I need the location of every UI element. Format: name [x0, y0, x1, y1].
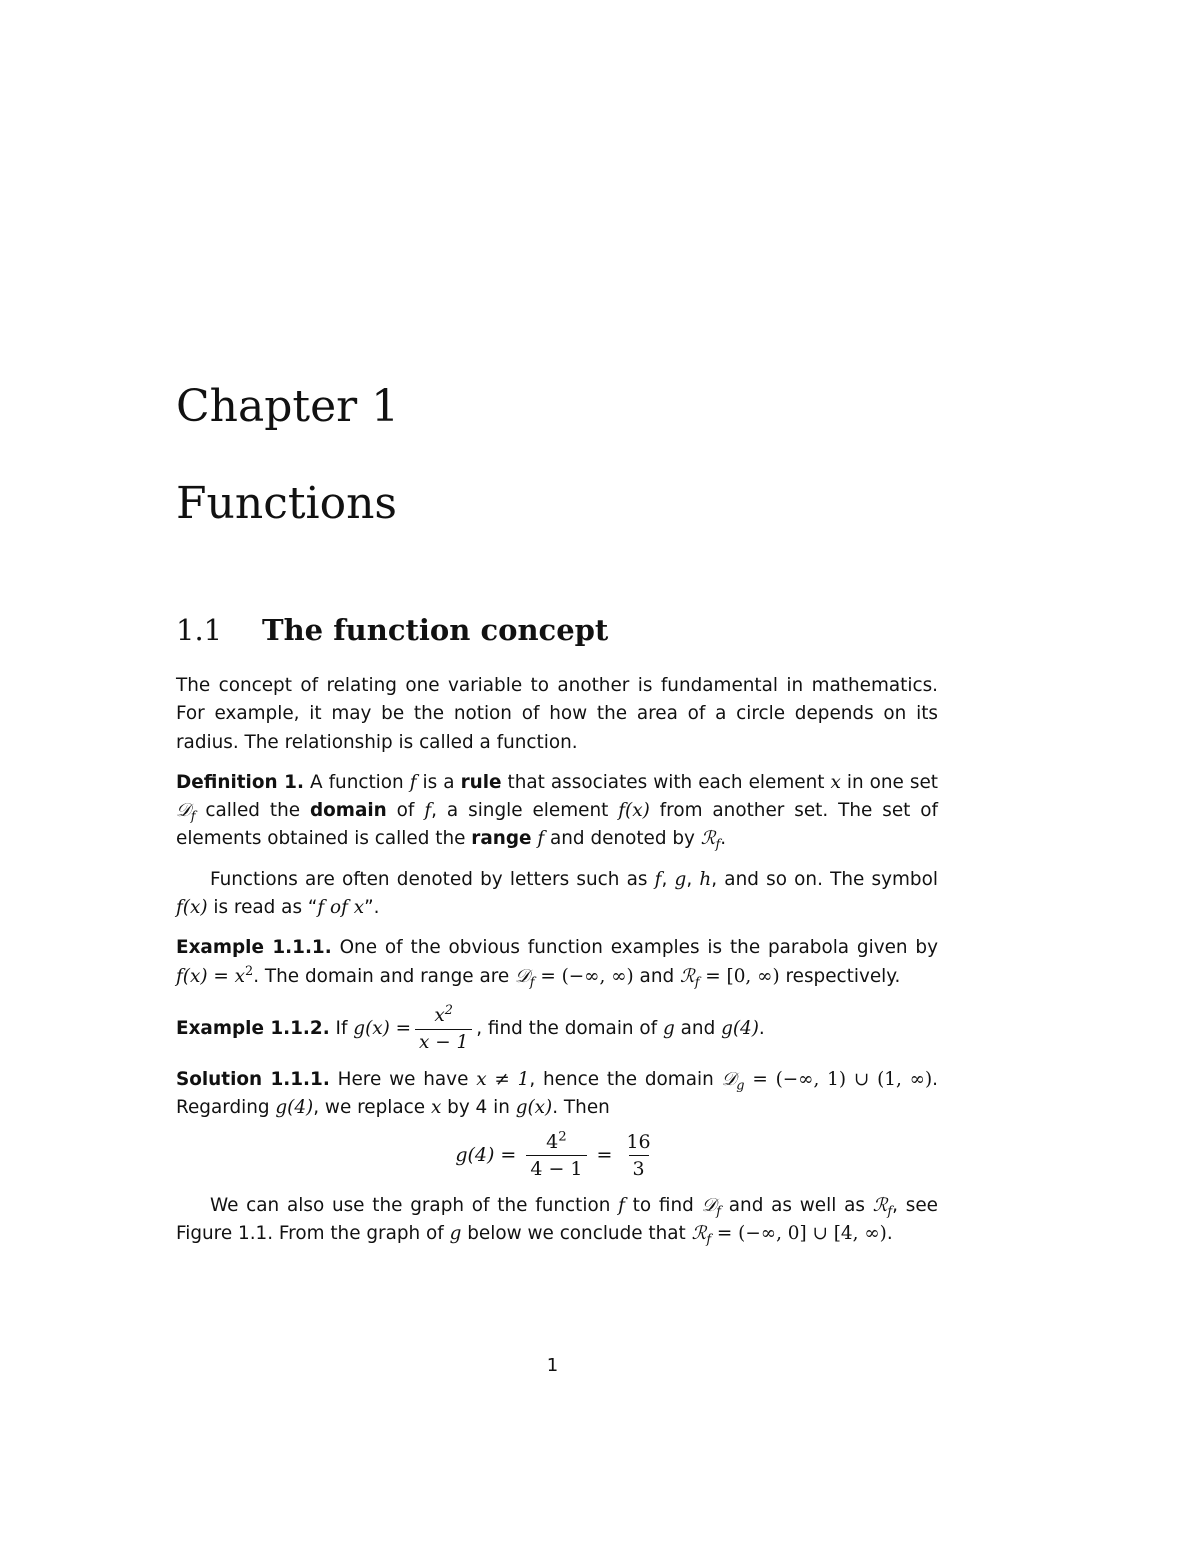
math-neq: x ≠ 1	[476, 1068, 530, 1090]
math-range-value: = [0, ∞)	[699, 965, 780, 987]
text: . The domain and range are	[253, 965, 516, 987]
fraction-numerator	[430, 1003, 457, 1029]
chapter-title: Functions	[176, 478, 398, 529]
math-domain-symbol: 𝒟	[721, 1068, 737, 1090]
solution-paragraph	[176, 1066, 938, 1123]
math-sub: g	[736, 1078, 745, 1094]
math-equals: =	[500, 1143, 517, 1166]
text: in one set	[840, 771, 938, 793]
text: One of the obvious function examples is the parabola given by	[331, 937, 938, 959]
text: from another set. The set of elements obtained is called the	[176, 800, 938, 850]
text: .	[720, 828, 727, 850]
text: and	[674, 1018, 722, 1040]
math-fx: f(x)	[176, 897, 208, 919]
text: and as well as	[721, 1194, 873, 1216]
text: that associates with each element	[501, 771, 831, 793]
fraction	[526, 1129, 586, 1182]
text: , hence the domain	[529, 1068, 722, 1090]
text: Functions are often denoted by letters such as	[210, 868, 655, 890]
text: of	[386, 800, 425, 822]
page-number: 1	[546, 1355, 559, 1376]
math-f: f	[537, 828, 545, 850]
text: ”.	[364, 897, 380, 919]
math-sup: 2	[245, 963, 254, 979]
math-range-value: = (−∞, 0] ∪ [4, ∞)	[711, 1222, 887, 1244]
text: to find	[624, 1194, 702, 1216]
math-range-symbol: ℛ	[872, 1194, 888, 1216]
text: We can also use the graph of the function	[210, 1194, 619, 1216]
text: below we conclude that	[461, 1222, 692, 1244]
fraction-denominator: 3	[629, 1155, 649, 1182]
math-x: x	[430, 1097, 442, 1119]
term-range: range	[471, 828, 532, 850]
text: by 4 in	[441, 1097, 516, 1119]
text: . Regarding	[176, 1068, 938, 1119]
text: , a single element	[431, 800, 619, 822]
section-number: 1.1	[176, 613, 223, 647]
notation-paragraph	[176, 866, 938, 923]
math-four: 4	[546, 1130, 559, 1153]
fraction-denominator: 4 − 1	[526, 1155, 586, 1182]
text: is a	[416, 771, 461, 793]
term-domain: domain	[309, 800, 387, 822]
math-sub: f	[706, 1232, 712, 1248]
text: is read as “	[207, 897, 318, 919]
math-domain-value: = (−∞, 1) ∪ (1, ∞)	[744, 1068, 933, 1090]
fraction-denominator: x − 1	[415, 1029, 472, 1056]
text: A function	[303, 771, 410, 793]
math-g4: g(4)	[455, 1143, 495, 1166]
text: , we replace	[313, 1097, 431, 1119]
text: .	[886, 1222, 893, 1244]
closing-paragraph	[176, 1192, 938, 1249]
text: called the	[195, 800, 310, 822]
intro-paragraph: The concept of relating one variable to another is fundamental in mathematics. For example, it may be the notion of how the area of a circle depends on its radius. The relationship is called a function.	[176, 675, 938, 753]
math-f: f	[424, 800, 432, 822]
math-range-symbol: ℛ	[691, 1222, 707, 1244]
math-f-of-x: f of x	[317, 897, 365, 919]
math-g4: g(4)	[721, 1018, 759, 1040]
text: , find the domain of	[476, 1018, 664, 1040]
math-f: f	[618, 1194, 625, 1216]
math-f: f	[654, 868, 662, 890]
math-sub: f	[715, 838, 721, 854]
text: ,	[686, 868, 700, 890]
math-domain-value: = (−∞, ∞)	[534, 965, 634, 987]
example-2-label: Example 1.1.2.	[176, 1018, 330, 1040]
text: and denoted by	[544, 828, 701, 850]
example-1-label: Example 1.1.1.	[176, 937, 332, 959]
section-title: The function concept	[262, 613, 609, 647]
fraction-numerator: 16	[626, 1130, 651, 1153]
math-sub: f	[529, 975, 535, 991]
text: , and so on. The symbol	[711, 868, 938, 890]
body-text	[176, 672, 938, 1260]
math-range-symbol: ℛ	[680, 965, 695, 987]
math-f: f	[409, 771, 417, 793]
math-sup: 2	[558, 1129, 567, 1145]
math-g: g	[449, 1222, 462, 1244]
math-sub: f	[887, 1204, 893, 1220]
math-sub: f	[694, 975, 700, 991]
math-x: x	[830, 771, 841, 793]
math-sub: f	[190, 809, 196, 825]
text: Here we have	[329, 1068, 477, 1090]
term-rule: rule	[460, 771, 502, 793]
math-gx: g(x)	[515, 1097, 553, 1119]
fraction	[622, 1129, 654, 1182]
solution-label: Solution 1.1.1.	[176, 1068, 330, 1090]
fraction-numerator	[542, 1129, 571, 1155]
text: , see Figure 1.1. From the graph of	[176, 1194, 938, 1244]
math-g: g	[663, 1018, 675, 1040]
text: ,	[661, 868, 675, 890]
display-equation	[176, 1129, 938, 1182]
math-x: x	[434, 1004, 445, 1026]
definition-label: Definition 1.	[176, 771, 304, 793]
section-heading	[176, 612, 608, 648]
definition-paragraph	[176, 769, 938, 854]
example-1-paragraph	[176, 934, 938, 991]
math-parabola: f(x) = x	[176, 965, 246, 987]
math-gx-lhs: g(x) =	[353, 1018, 412, 1040]
example-2-paragraph	[176, 1003, 938, 1056]
text: . Then	[552, 1097, 610, 1119]
text: If	[329, 1018, 354, 1040]
text: .	[758, 1018, 765, 1040]
math-h: h	[699, 868, 712, 890]
math-sup: 2	[444, 1002, 453, 1018]
math-sub: f	[716, 1204, 722, 1220]
math-domain-symbol: 𝒟	[701, 1194, 717, 1216]
math-domain-symbol: 𝒟	[176, 800, 191, 822]
math-range-symbol: ℛ	[700, 828, 716, 850]
chapter-label: Chapter 1	[176, 381, 400, 432]
math-fx: f(x)	[618, 800, 650, 822]
math-g: g	[674, 868, 687, 890]
math-domain-symbol: 𝒟	[515, 965, 530, 987]
math-g4: g(4)	[275, 1097, 314, 1119]
math-equals: =	[596, 1143, 613, 1166]
text: and	[633, 965, 680, 987]
fraction	[415, 1003, 472, 1056]
text: respectively.	[779, 965, 901, 987]
